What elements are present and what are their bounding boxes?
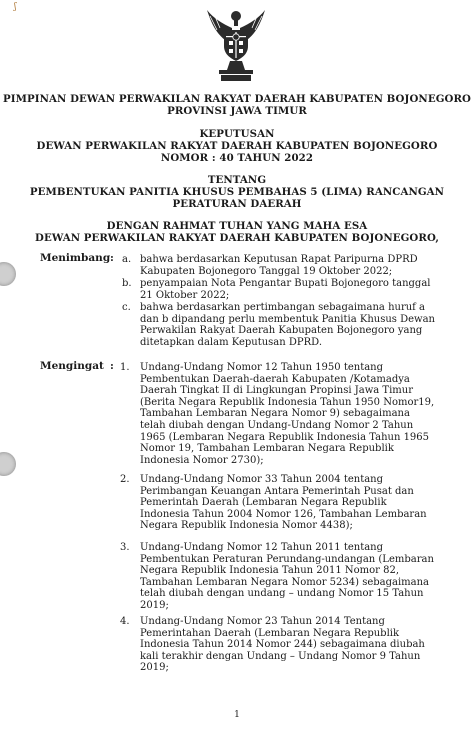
item-marker: 2.: [120, 474, 130, 485]
garuda-emblem-icon: [205, 6, 267, 82]
item-marker: 4.: [120, 616, 130, 627]
doc-number: NOMOR : 40 TAHUN 2022: [160, 152, 314, 164]
item-text: Undang-Undang Nomor 12 Tahun 2011 tentang Pembentukan Peraturan Perundang-undangan (Lembaran Negara Republik Indonesia Tahun 2011 Nomor 82, Tambahan Lembaran Negara Nomor 5234) sebagaimana telah diubah dengan undang – undang Nomor 15 Tahun 2019;: [140, 542, 434, 611]
item-text: bahwa berdasarkan Keputusan Rapat Paripurna DPRD Kabupaten Bojonegoro Tanggal 19 Oktober 2022;: [140, 254, 418, 277]
item-text: bahwa berdasarkan pertimbangan sebagaimana huruf a dan b dipandang perlu membentuk Panitia Khusus Dewan Perwakilan Rakyat Daerah Kabupaten Bojonegoro yang ditetapkan dalam Keputusan DPRD.: [140, 302, 435, 348]
punch-hole-top: [0, 262, 16, 286]
mengingat-label: Mengingat: [40, 360, 104, 372]
menimbang-colon: :: [110, 252, 114, 264]
item-marker: c.: [122, 302, 131, 313]
item-text: Undang-Undang Nomor 12 Tahun 1950 tentang Pembentukan Daerah-daerah Kabupaten /Kotamadya Daerah Tingkat II di Lingkungan Propinsi Jawa Timur (Berita Negara Republik Indonesia Tahun 1950 Nomor19, Tambahan Lembaran Negara Nomor 9) sebagaimana telah diubah dengan Undang-Undang Nomor 2 Tahun 1965 (Lembaran Negara Republik Indonesia Tahun 1965 Nomor 19, Tambahan Lembaran Negara Republik Indonesia Nomor 2730);: [140, 362, 435, 466]
page-number: 1: [234, 710, 240, 720]
header-province: PROVINSI JAWA TIMUR: [167, 105, 307, 117]
tentang-label: TENTANG: [207, 174, 267, 186]
header-institution: PIMPINAN DEWAN PERWAKILAN RAKYAT DAERAH KABUPATEN BOJONEGORO: [2, 93, 472, 105]
menimbang-label: Menimbang: [40, 252, 111, 264]
mengingat-item: [120, 616, 436, 674]
item-marker: 1.: [120, 362, 130, 373]
mengingat-item: [120, 474, 436, 532]
subject-line-2: PERATURAN DAERAH: [172, 198, 302, 210]
item-marker: 3.: [120, 542, 130, 553]
item-text: penyampaian Nota Pengantar Bupati Bojonegoro tanggal 21 Oktober 2022;: [140, 278, 431, 301]
issuer: DEWAN PERWAKILAN RAKYAT DAERAH KABUPATEN BOJONEGORO: [36, 140, 438, 152]
item-marker: b.: [122, 278, 132, 289]
invocation: DENGAN RAHMAT TUHAN YANG MAHA ESA: [106, 220, 368, 232]
punch-hole-bottom: [0, 452, 16, 476]
mengingat-colon: :: [110, 360, 114, 372]
subject-line-1: PEMBENTUKAN PANITIA KHUSUS PEMBAHAS 5 (LIMA) RANCANGAN: [29, 186, 445, 198]
item-marker: a.: [122, 254, 132, 265]
item-text: Undang-Undang Nomor 23 Tahun 2014 Tentang Pemerintahan Daerah (Lembaran Negara Republik Indonesia Tahun 2014 Nomor 244) sebagaimana diubah kali terakhir dengan Undang – Undang Nomor 9 Tahun 2019;: [140, 616, 425, 674]
item-text: Undang-Undang Nomor 33 Tahun 2004 tentang Perimbangan Keuangan Antara Pemerintah Pusat dan Pemerintah Daerah (Lembaran Negara Republik Indonesia Tahun 2004 Nomor 126, Tambahan Lembaran Negara Republik Indonesia Nomor 4438);: [140, 474, 427, 532]
doc-type: KEPUTUSAN: [199, 128, 275, 140]
corner-mark: ʃ: [14, 2, 17, 12]
menimbang-item: [122, 254, 436, 277]
menimbang-item: [122, 278, 436, 301]
menimbang-item: [122, 302, 436, 348]
issuer-address: DEWAN PERWAKILAN RAKYAT DAERAH KABUPATEN BOJONEGORO,: [35, 232, 439, 244]
mengingat-item: [120, 362, 436, 466]
mengingat-item: [120, 542, 436, 612]
